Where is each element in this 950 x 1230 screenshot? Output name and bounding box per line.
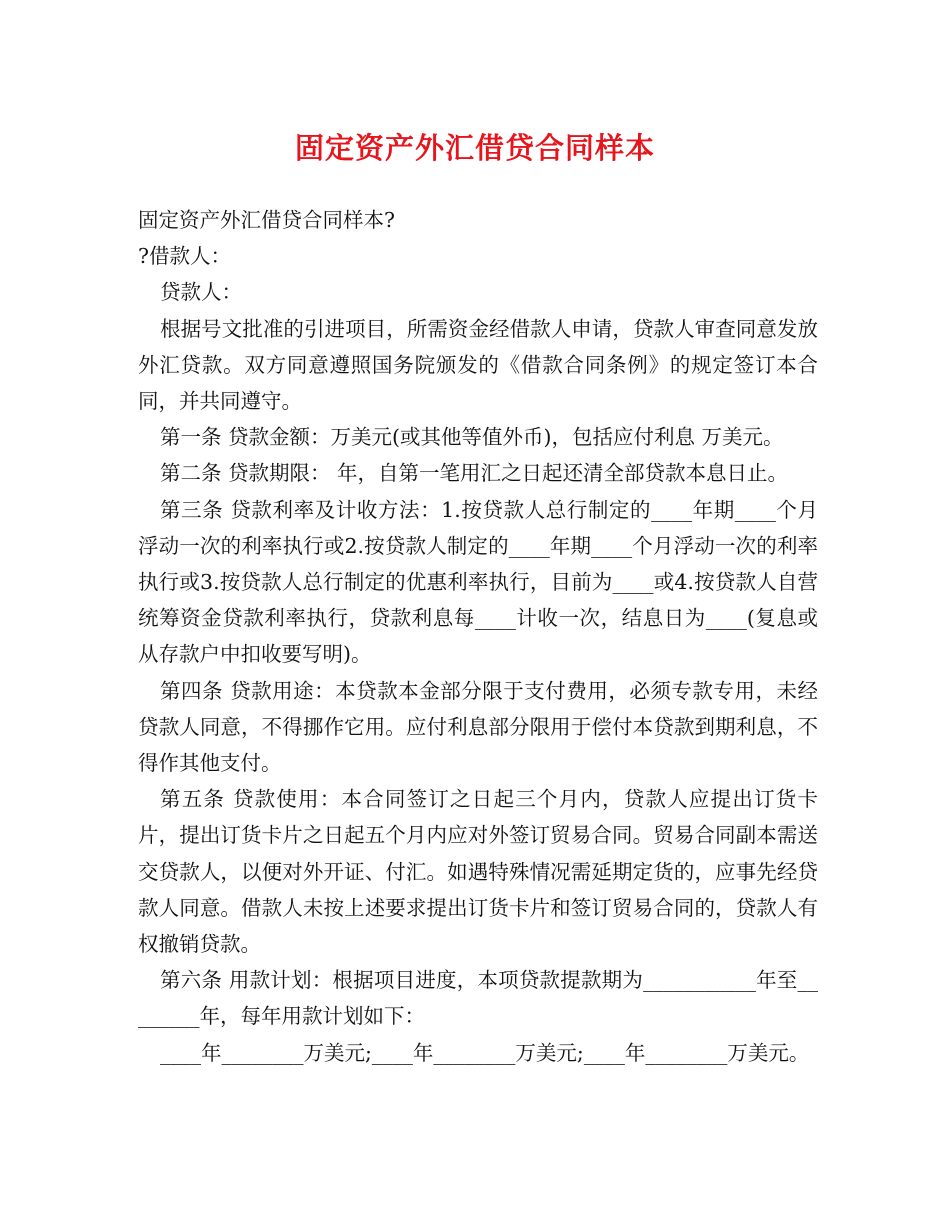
paragraph-heading-repeat: 固定资产外汇借贷合同样本? bbox=[138, 208, 395, 232]
document-body bbox=[138, 202, 818, 1071]
document-title: 固定资产外汇借贷合同样本 bbox=[294, 131, 655, 165]
paragraph-usage-plan: ____年________万美元;____年________万美元;____年________万美元。 bbox=[160, 1040, 810, 1065]
paragraph-article-3: 第三条 贷款利率及计收方法：1.按贷款人总行制定的____年期____个月浮动一次的利率执行或2.按贷款人制定的____年期____个月浮动一次的利率执行或3.按贷款人总行制定的优惠利率执行，目前为____或4.按贷款人自营统筹资金贷款利率执行，贷款利息每____计收一次，结息日为____(复息或从存款户中扣收要写明)。 bbox=[138, 497, 818, 667]
paragraph-lender: 贷款人： bbox=[160, 280, 242, 305]
paragraph-preamble: 根据号文批准的引进项目，所需资金经借款人申请，贷款人审查同意发放外汇贷款。双方同意遵照国务院颁发的《借款合同条例》的规定签订本合同，并共同遵守。 bbox=[138, 316, 818, 414]
paragraph-article-4: 第四条 贷款用途：本贷款本金部分限于支付费用，必须专款专用，未经贷款人同意，不得挪作它用。应付利息部分限用于偿付本贷款到期利息，不得作其他支付。 bbox=[138, 678, 818, 776]
paragraph-article-5: 第五条 贷款使用：本合同签订之日起三个月内，贷款人应提出订货卡片，提出订货卡片之日起五个月内应对外签订贸易合同。贸易合同副本需送交贷款人，以便对外开证、付汇。如遇特殊情况需延期定货的，应事先经贷款人同意。借款人未按上述要求提出订货卡片和签订贸易合同的，贷款人有权撤销贷款。 bbox=[138, 787, 818, 957]
paragraph-article-6: 第六条 用款计划：根据项目进度，本项贷款提款期为___________年至________年，每年用款计划如下： bbox=[138, 968, 818, 1029]
paragraph-borrower: ?借款人： bbox=[138, 244, 231, 269]
paragraph-article-1: 第一条 贷款金额：万美元(或其他等值外币)，包括应付利息 万美元。 bbox=[160, 425, 784, 450]
paragraph-article-2: 第二条 贷款期限： 年，自第一笔用汇之日起还清全部贷款本息日止。 bbox=[160, 461, 789, 486]
